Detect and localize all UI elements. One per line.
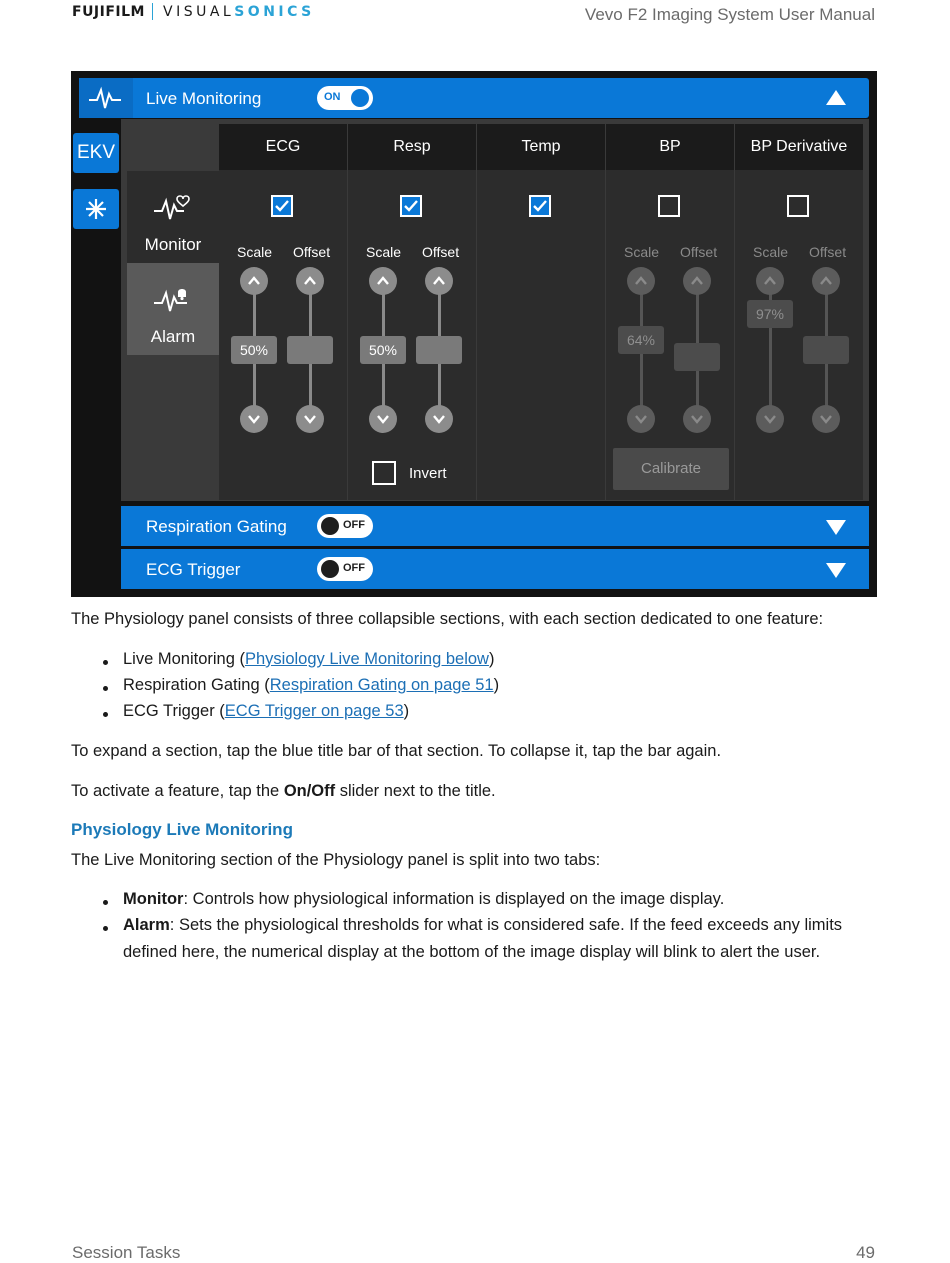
ecg-trigger-toggle[interactable]: [317, 557, 373, 581]
activate-paragraph: [71, 782, 496, 801]
list-item: [123, 702, 409, 721]
list-item-suffix: ): [488, 650, 495, 668]
chevron-down-icon[interactable]: [296, 405, 324, 433]
toggle-knob: [321, 560, 339, 578]
chevron-down-icon[interactable]: [240, 405, 268, 433]
bullet: [103, 712, 108, 717]
footer-section: Session Tasks: [72, 1243, 181, 1262]
toggle-label: OFF: [343, 562, 365, 574]
live-monitoring-toggle[interactable]: [317, 86, 373, 110]
toggle-knob: [321, 517, 339, 535]
ecg-checkbox[interactable]: [271, 195, 293, 217]
resp-offset-label: Offset: [422, 244, 460, 260]
section-heading: Physiology Live Monitoring: [71, 820, 293, 839]
ecg-column: [219, 124, 347, 500]
chevron-up-icon[interactable]: [627, 267, 655, 295]
bullet: [103, 926, 108, 931]
intro-paragraph: The Physiology panel consists of three collapsible sections, with each section dedicated to one feature:: [71, 610, 824, 628]
respiration-gating-toggle[interactable]: [317, 514, 373, 538]
logo-visual-text: VISUAL: [163, 4, 235, 20]
chevron-up-icon[interactable]: [425, 267, 453, 295]
document-title: Vevo F2 Imaging System User Manual: [584, 5, 875, 24]
chevron-down-icon[interactable]: [812, 405, 840, 433]
bp-derivative-column: [735, 124, 863, 500]
link-live-monitoring[interactable]: Physiology Live Monitoring below: [244, 650, 489, 668]
ecg-scale-thumb[interactable]: 50%: [231, 336, 277, 364]
list-item-suffix: ): [493, 676, 500, 694]
on-off-term: On/Off: [283, 782, 336, 800]
physiology-panel-screenshot: [71, 71, 877, 597]
respiration-gating-title: Respiration Gating: [146, 517, 287, 536]
calibrate-button[interactable]: Calibrate: [613, 448, 729, 490]
term-description: : Sets the physiological thresholds for what is considered safe. If the feed exceeds any limits: [169, 916, 843, 934]
invert-checkbox[interactable]: [372, 461, 396, 485]
toggle-knob: [351, 89, 369, 107]
monitor-alarm-tabs: [127, 171, 219, 355]
bp-offset-label: Offset: [680, 244, 718, 260]
link-respiration-gating[interactable]: Respiration Gating on page 51: [269, 676, 494, 694]
bullet: [103, 900, 108, 905]
bp-checkbox[interactable]: [658, 195, 680, 217]
ekv-button[interactable]: EKV: [73, 133, 119, 173]
list-item-prefix: ECG Trigger (: [123, 702, 225, 720]
chevron-up-icon[interactable]: [369, 267, 397, 295]
page-number: 49: [856, 1243, 875, 1262]
tab-monitor[interactable]: [127, 171, 219, 263]
list-item: [123, 676, 499, 695]
bp-scale-label: Scale: [624, 244, 660, 260]
list-item-continuation: defined here, the numerical display at the bottom of the image display will blink to alert the user.: [123, 943, 821, 961]
triangle-down-icon[interactable]: [826, 520, 846, 535]
toggle-label: OFF: [343, 519, 365, 531]
list-item: [123, 890, 724, 909]
chevron-down-icon[interactable]: [756, 405, 784, 433]
heartbeat-icon[interactable]: [79, 78, 133, 118]
bp-derivative-offset-thumb[interactable]: [803, 336, 849, 364]
ecg-scale-label: Scale: [237, 244, 273, 260]
bullet: [103, 660, 108, 665]
chevron-down-icon[interactable]: [627, 405, 655, 433]
resp-offset-thumb[interactable]: [416, 336, 462, 364]
logo-sonics-text: SONICS: [234, 4, 315, 20]
chevron-down-icon[interactable]: [425, 405, 453, 433]
temp-column-header: Temp: [477, 124, 605, 170]
resp-scale-label: Scale: [366, 244, 402, 260]
bullet: [103, 686, 108, 691]
live-monitoring-title: Live Monitoring: [146, 89, 262, 108]
bp-derivative-checkbox[interactable]: [787, 195, 809, 217]
list-item-prefix: Live Monitoring (: [123, 650, 245, 668]
chevron-up-icon[interactable]: [240, 267, 268, 295]
list-item: [123, 650, 494, 669]
resp-column: [348, 124, 476, 500]
toggle-label: ON: [324, 91, 341, 103]
tab-alarm-label: Alarm: [150, 327, 196, 346]
ecg-offset-thumb[interactable]: [287, 336, 333, 364]
triangle-down-icon[interactable]: [826, 563, 846, 578]
monitor-heart-icon: [153, 191, 193, 223]
bp-scale-thumb[interactable]: 64%: [618, 326, 664, 354]
bp-column: [606, 124, 734, 500]
bp-derivative-scale-thumb[interactable]: 97%: [747, 300, 793, 328]
chevron-down-icon[interactable]: [683, 405, 711, 433]
tab-alarm[interactable]: [127, 263, 219, 355]
tab-monitor-label: Monitor: [144, 235, 202, 254]
temp-column: [477, 124, 605, 500]
term-description: : Controls how physiological information is displayed on the image display.: [183, 890, 725, 908]
activate-suffix: slider next to the title.: [335, 782, 496, 800]
list-item-suffix: ): [403, 702, 410, 720]
temp-checkbox[interactable]: [529, 195, 551, 217]
chevron-up-icon[interactable]: [683, 267, 711, 295]
ecg-column-header: ECG: [219, 124, 347, 170]
ecg-trigger-title: ECG Trigger: [146, 560, 241, 579]
bp-derivative-column-header: BP Derivative: [735, 124, 863, 170]
bp-derivative-offset-label: Offset: [809, 244, 847, 260]
logo-divider: [152, 3, 153, 20]
resp-checkbox[interactable]: [400, 195, 422, 217]
bp-offset-thumb[interactable]: [674, 343, 720, 371]
bp-derivative-scale-label: Scale: [753, 244, 789, 260]
tabs-intro-paragraph: The Live Monitoring section of the Physiology panel is split into two tabs:: [71, 851, 601, 869]
snowflake-star-icon[interactable]: [73, 189, 119, 229]
resp-scale-thumb[interactable]: 50%: [360, 336, 406, 364]
activate-prefix: To activate a feature, tap the: [71, 782, 284, 800]
link-ecg-trigger[interactable]: ECG Trigger on page 53: [224, 702, 404, 720]
chevron-down-icon[interactable]: [369, 405, 397, 433]
chevron-up-icon[interactable]: [812, 267, 840, 295]
alarm-bell-icon: [153, 283, 193, 315]
list-item: [123, 916, 842, 935]
fujifilm-logo: FUJIFILM: [72, 4, 145, 20]
chevron-up-icon[interactable]: [756, 267, 784, 295]
invert-label: Invert: [409, 465, 447, 482]
expand-paragraph: To expand a section, tap the blue title bar of that section. To collapse it, tap the bar again.: [71, 742, 722, 760]
visualsonics-logo: [163, 4, 315, 20]
triangle-up-icon[interactable]: [826, 90, 846, 105]
bp-column-header: BP: [606, 124, 734, 170]
chevron-up-icon[interactable]: [296, 267, 324, 295]
term-monitor: Monitor: [123, 890, 184, 908]
term-alarm: Alarm: [123, 916, 170, 934]
list-item-prefix: Respiration Gating (: [123, 676, 270, 694]
resp-column-header: Resp: [348, 124, 476, 170]
ecg-offset-label: Offset: [293, 244, 331, 260]
